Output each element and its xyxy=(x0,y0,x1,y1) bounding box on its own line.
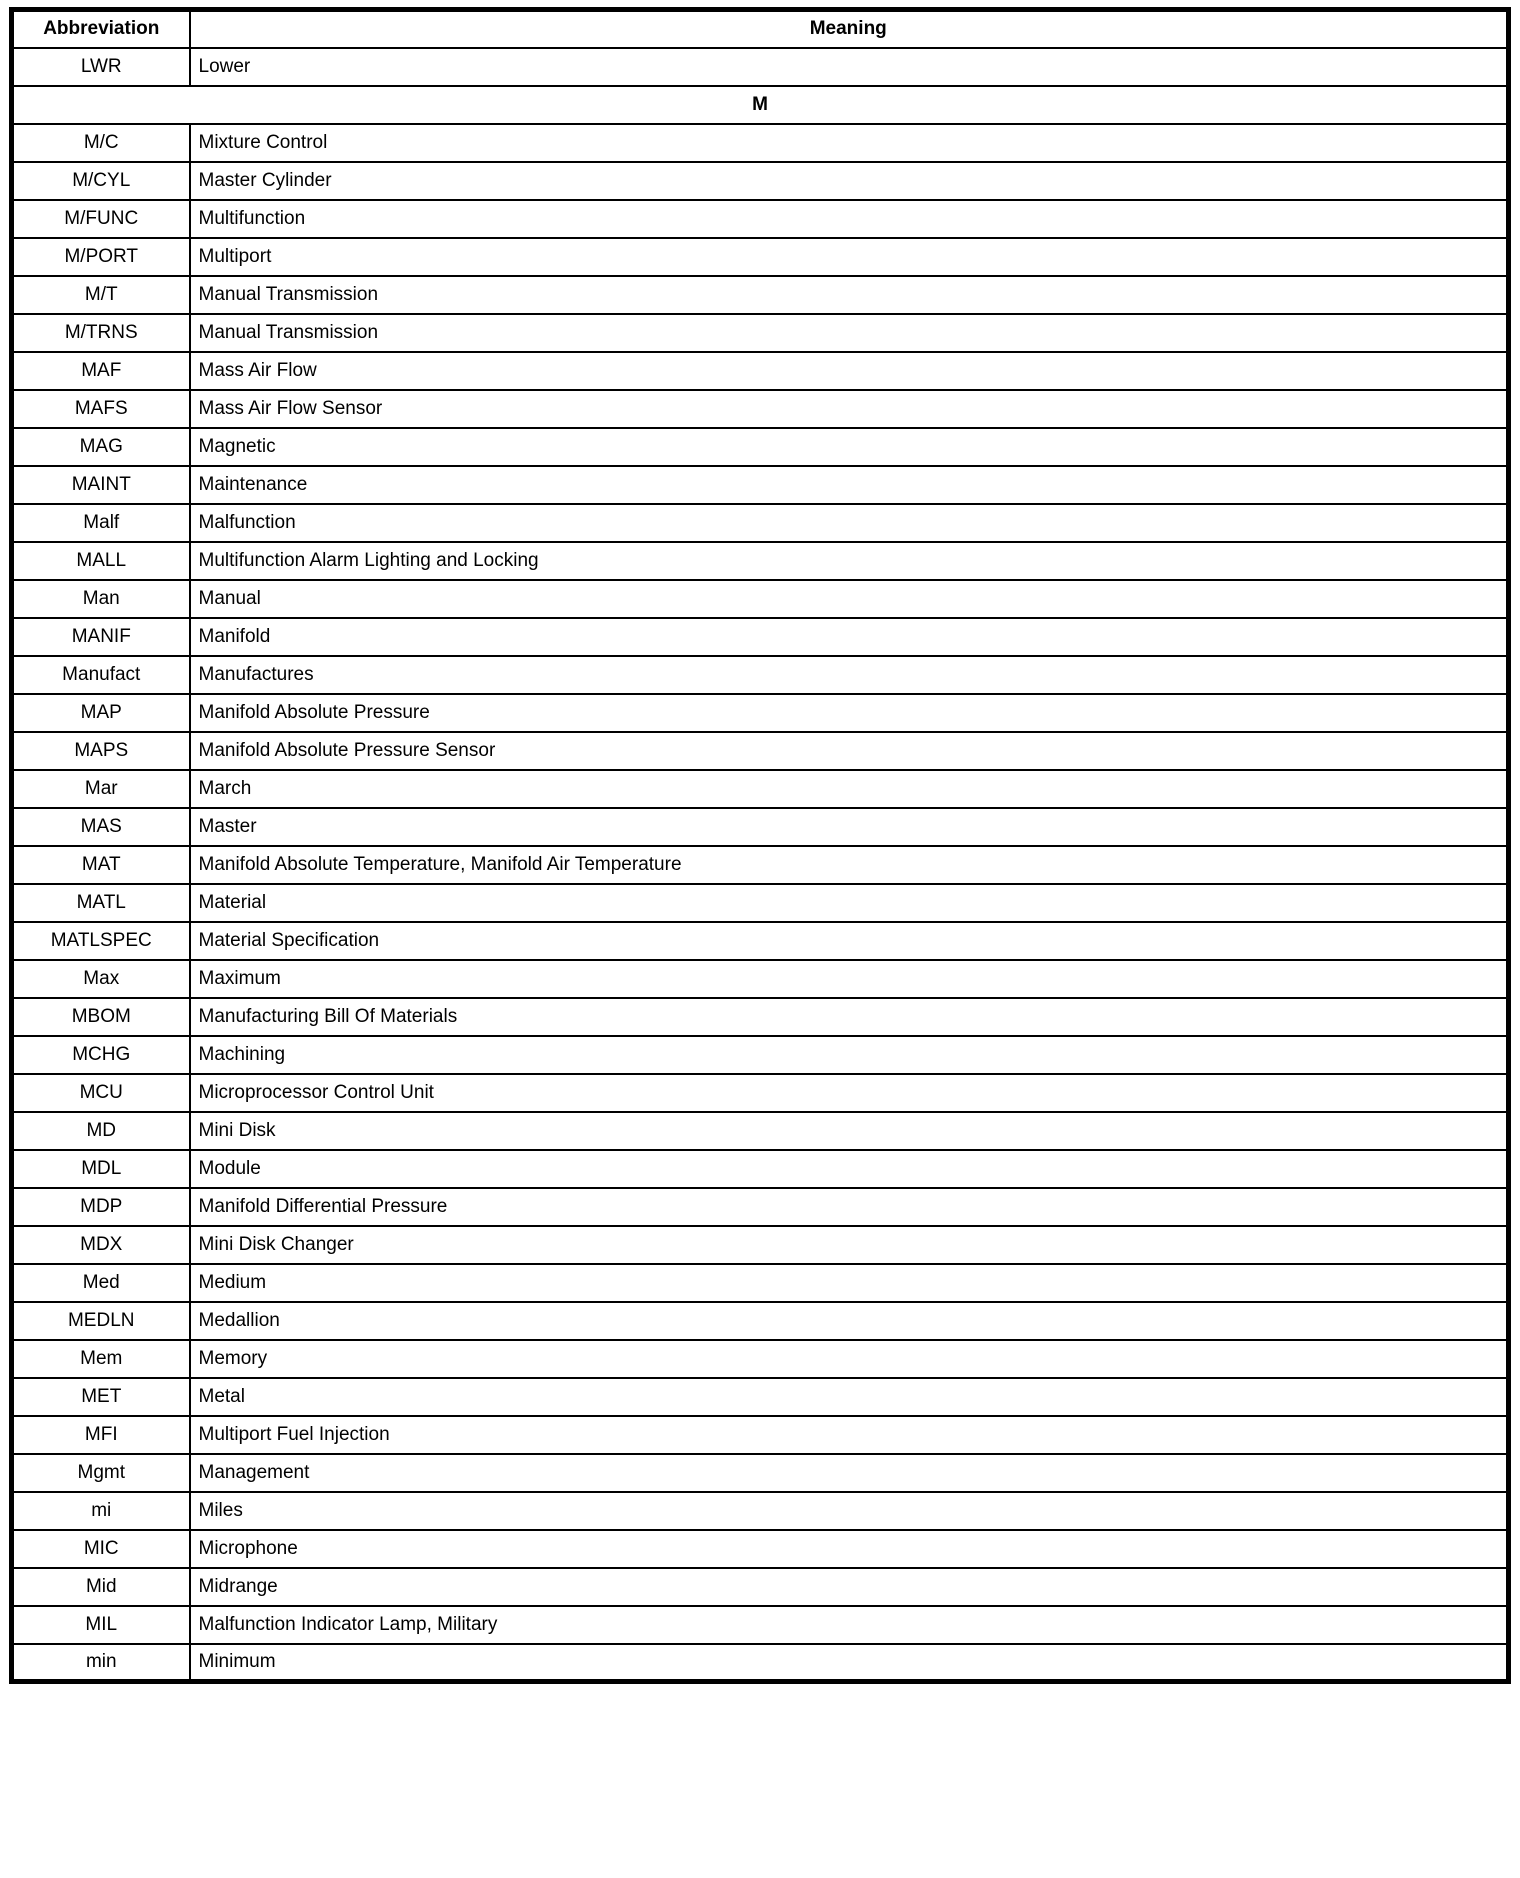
meaning-cell: Master Cylinder xyxy=(190,162,1509,200)
meaning-cell: Memory xyxy=(190,1340,1509,1378)
meaning-cell: Manual Transmission xyxy=(190,276,1509,314)
abbreviation-cell: Mgmt xyxy=(12,1454,190,1492)
table-row xyxy=(12,124,1509,162)
meaning-cell: Midrange xyxy=(190,1568,1509,1606)
meaning-cell: Malfunction xyxy=(190,504,1509,542)
table-row xyxy=(12,998,1509,1036)
table-row xyxy=(12,1606,1509,1644)
abbreviation-cell: MDP xyxy=(12,1188,190,1226)
meaning-cell: Multifunction xyxy=(190,200,1509,238)
table-row xyxy=(12,1302,1509,1340)
meaning-cell: Malfunction Indicator Lamp, Military xyxy=(190,1606,1509,1644)
table-row xyxy=(12,656,1509,694)
table-row xyxy=(12,1378,1509,1416)
table-row xyxy=(12,846,1509,884)
table-row xyxy=(12,1644,1509,1682)
meaning-cell: Manifold Absolute Pressure xyxy=(190,694,1509,732)
table-row xyxy=(12,1492,1509,1530)
table-row xyxy=(12,808,1509,846)
abbreviation-cell: MAG xyxy=(12,428,190,466)
table-row xyxy=(12,1036,1509,1074)
table-row xyxy=(12,200,1509,238)
header-row xyxy=(12,10,1509,48)
abbreviation-cell: MIL xyxy=(12,1606,190,1644)
abbreviation-cell: Max xyxy=(12,960,190,998)
meaning-cell: Miles xyxy=(190,1492,1509,1530)
table-header xyxy=(12,10,1509,48)
abbreviation-cell: M/PORT xyxy=(12,238,190,276)
table-row xyxy=(12,1416,1509,1454)
abbreviation-cell: M/C xyxy=(12,124,190,162)
meaning-cell: Multiport xyxy=(190,238,1509,276)
table-row xyxy=(12,580,1509,618)
table-row xyxy=(12,504,1509,542)
meaning-cell: Machining xyxy=(190,1036,1509,1074)
abbreviation-cell: M/FUNC xyxy=(12,200,190,238)
abbreviation-cell: MATLSPEC xyxy=(12,922,190,960)
meaning-cell: Lower xyxy=(190,48,1509,86)
meaning-cell: Magnetic xyxy=(190,428,1509,466)
column-header-meaning: Meaning xyxy=(190,10,1509,48)
table-row xyxy=(12,314,1509,352)
abbreviation-cell: MET xyxy=(12,1378,190,1416)
meaning-cell: Material Specification xyxy=(190,922,1509,960)
abbreviation-cell: Mar xyxy=(12,770,190,808)
abbreviation-cell: MDL xyxy=(12,1150,190,1188)
abbreviation-cell: MATL xyxy=(12,884,190,922)
abbreviation-cell: mi xyxy=(12,1492,190,1530)
table-row xyxy=(12,1454,1509,1492)
abbreviation-cell: MD xyxy=(12,1112,190,1150)
abbreviation-cell: LWR xyxy=(12,48,190,86)
section-row xyxy=(12,86,1509,124)
table-row xyxy=(12,276,1509,314)
meaning-cell: Mass Air Flow xyxy=(190,352,1509,390)
meaning-cell: Maintenance xyxy=(190,466,1509,504)
table-row xyxy=(12,1226,1509,1264)
abbreviation-cell: M/T xyxy=(12,276,190,314)
abbreviation-cell: MCHG xyxy=(12,1036,190,1074)
abbreviation-cell: MAP xyxy=(12,694,190,732)
abbreviation-cell: MAPS xyxy=(12,732,190,770)
abbreviation-cell: MBOM xyxy=(12,998,190,1036)
meaning-cell: Multiport Fuel Injection xyxy=(190,1416,1509,1454)
table-row xyxy=(12,770,1509,808)
abbreviation-cell: M/CYL xyxy=(12,162,190,200)
abbreviation-cell: Med xyxy=(12,1264,190,1302)
table-row xyxy=(12,618,1509,656)
meaning-cell: Medallion xyxy=(190,1302,1509,1340)
meaning-cell: Manifold xyxy=(190,618,1509,656)
meaning-cell: Manual Transmission xyxy=(190,314,1509,352)
table-row xyxy=(12,960,1509,998)
meaning-cell: Material xyxy=(190,884,1509,922)
meaning-cell: Multifunction Alarm Lighting and Locking xyxy=(190,542,1509,580)
table-row xyxy=(12,390,1509,428)
meaning-cell: Module xyxy=(190,1150,1509,1188)
meaning-cell: Mini Disk Changer xyxy=(190,1226,1509,1264)
meaning-cell: Microprocessor Control Unit xyxy=(190,1074,1509,1112)
abbreviation-cell: MAINT xyxy=(12,466,190,504)
table-row xyxy=(12,1264,1509,1302)
abbreviation-cell: Malf xyxy=(12,504,190,542)
table-row xyxy=(12,1568,1509,1606)
table-row xyxy=(12,922,1509,960)
table-row xyxy=(12,48,1509,86)
section-letter: M xyxy=(12,86,1509,124)
meaning-cell: Maximum xyxy=(190,960,1509,998)
table-row xyxy=(12,238,1509,276)
table-row xyxy=(12,428,1509,466)
abbreviation-cell: MFI xyxy=(12,1416,190,1454)
table-row xyxy=(12,162,1509,200)
meaning-cell: Medium xyxy=(190,1264,1509,1302)
abbreviation-cell: MANIF xyxy=(12,618,190,656)
abbreviation-cell: Mid xyxy=(12,1568,190,1606)
abbreviation-table xyxy=(9,7,1511,1684)
table-row xyxy=(12,1188,1509,1226)
meaning-cell: Minimum xyxy=(190,1644,1509,1682)
table-row xyxy=(12,352,1509,390)
abbreviation-cell: MAFS xyxy=(12,390,190,428)
abbreviation-cell: Mem xyxy=(12,1340,190,1378)
table-row xyxy=(12,884,1509,922)
abbreviation-cell: MAS xyxy=(12,808,190,846)
meaning-cell: Manifold Absolute Pressure Sensor xyxy=(190,732,1509,770)
meaning-cell: Metal xyxy=(190,1378,1509,1416)
abbreviation-cell: Man xyxy=(12,580,190,618)
abbreviation-cell: M/TRNS xyxy=(12,314,190,352)
abbreviation-cell: MALL xyxy=(12,542,190,580)
abbreviation-cell: MDX xyxy=(12,1226,190,1264)
abbreviation-cell: min xyxy=(12,1644,190,1682)
abbreviation-cell: MAT xyxy=(12,846,190,884)
meaning-cell: Manifold Differential Pressure xyxy=(190,1188,1509,1226)
table-row xyxy=(12,542,1509,580)
abbreviation-cell: MAF xyxy=(12,352,190,390)
table-body xyxy=(12,48,1509,1682)
meaning-cell: Manufacturing Bill Of Materials xyxy=(190,998,1509,1036)
meaning-cell: Manifold Absolute Temperature, Manifold Air Temperature xyxy=(190,846,1509,884)
column-header-abbreviation: Abbreviation xyxy=(12,10,190,48)
table-row xyxy=(12,1112,1509,1150)
abbreviation-cell: Manufact xyxy=(12,656,190,694)
meaning-cell: Microphone xyxy=(190,1530,1509,1568)
meaning-cell: Management xyxy=(190,1454,1509,1492)
meaning-cell: Manufactures xyxy=(190,656,1509,694)
meaning-cell: Mixture Control xyxy=(190,124,1509,162)
meaning-cell: Mini Disk xyxy=(190,1112,1509,1150)
meaning-cell: Mass Air Flow Sensor xyxy=(190,390,1509,428)
abbreviation-cell: MCU xyxy=(12,1074,190,1112)
abbreviation-cell: MIC xyxy=(12,1530,190,1568)
table-row xyxy=(12,1530,1509,1568)
table-row xyxy=(12,466,1509,504)
table-row xyxy=(12,732,1509,770)
meaning-cell: March xyxy=(190,770,1509,808)
abbreviation-cell: MEDLN xyxy=(12,1302,190,1340)
table-row xyxy=(12,1340,1509,1378)
meaning-cell: Manual xyxy=(190,580,1509,618)
table-row xyxy=(12,694,1509,732)
table-row xyxy=(12,1074,1509,1112)
meaning-cell: Master xyxy=(190,808,1509,846)
table-row xyxy=(12,1150,1509,1188)
